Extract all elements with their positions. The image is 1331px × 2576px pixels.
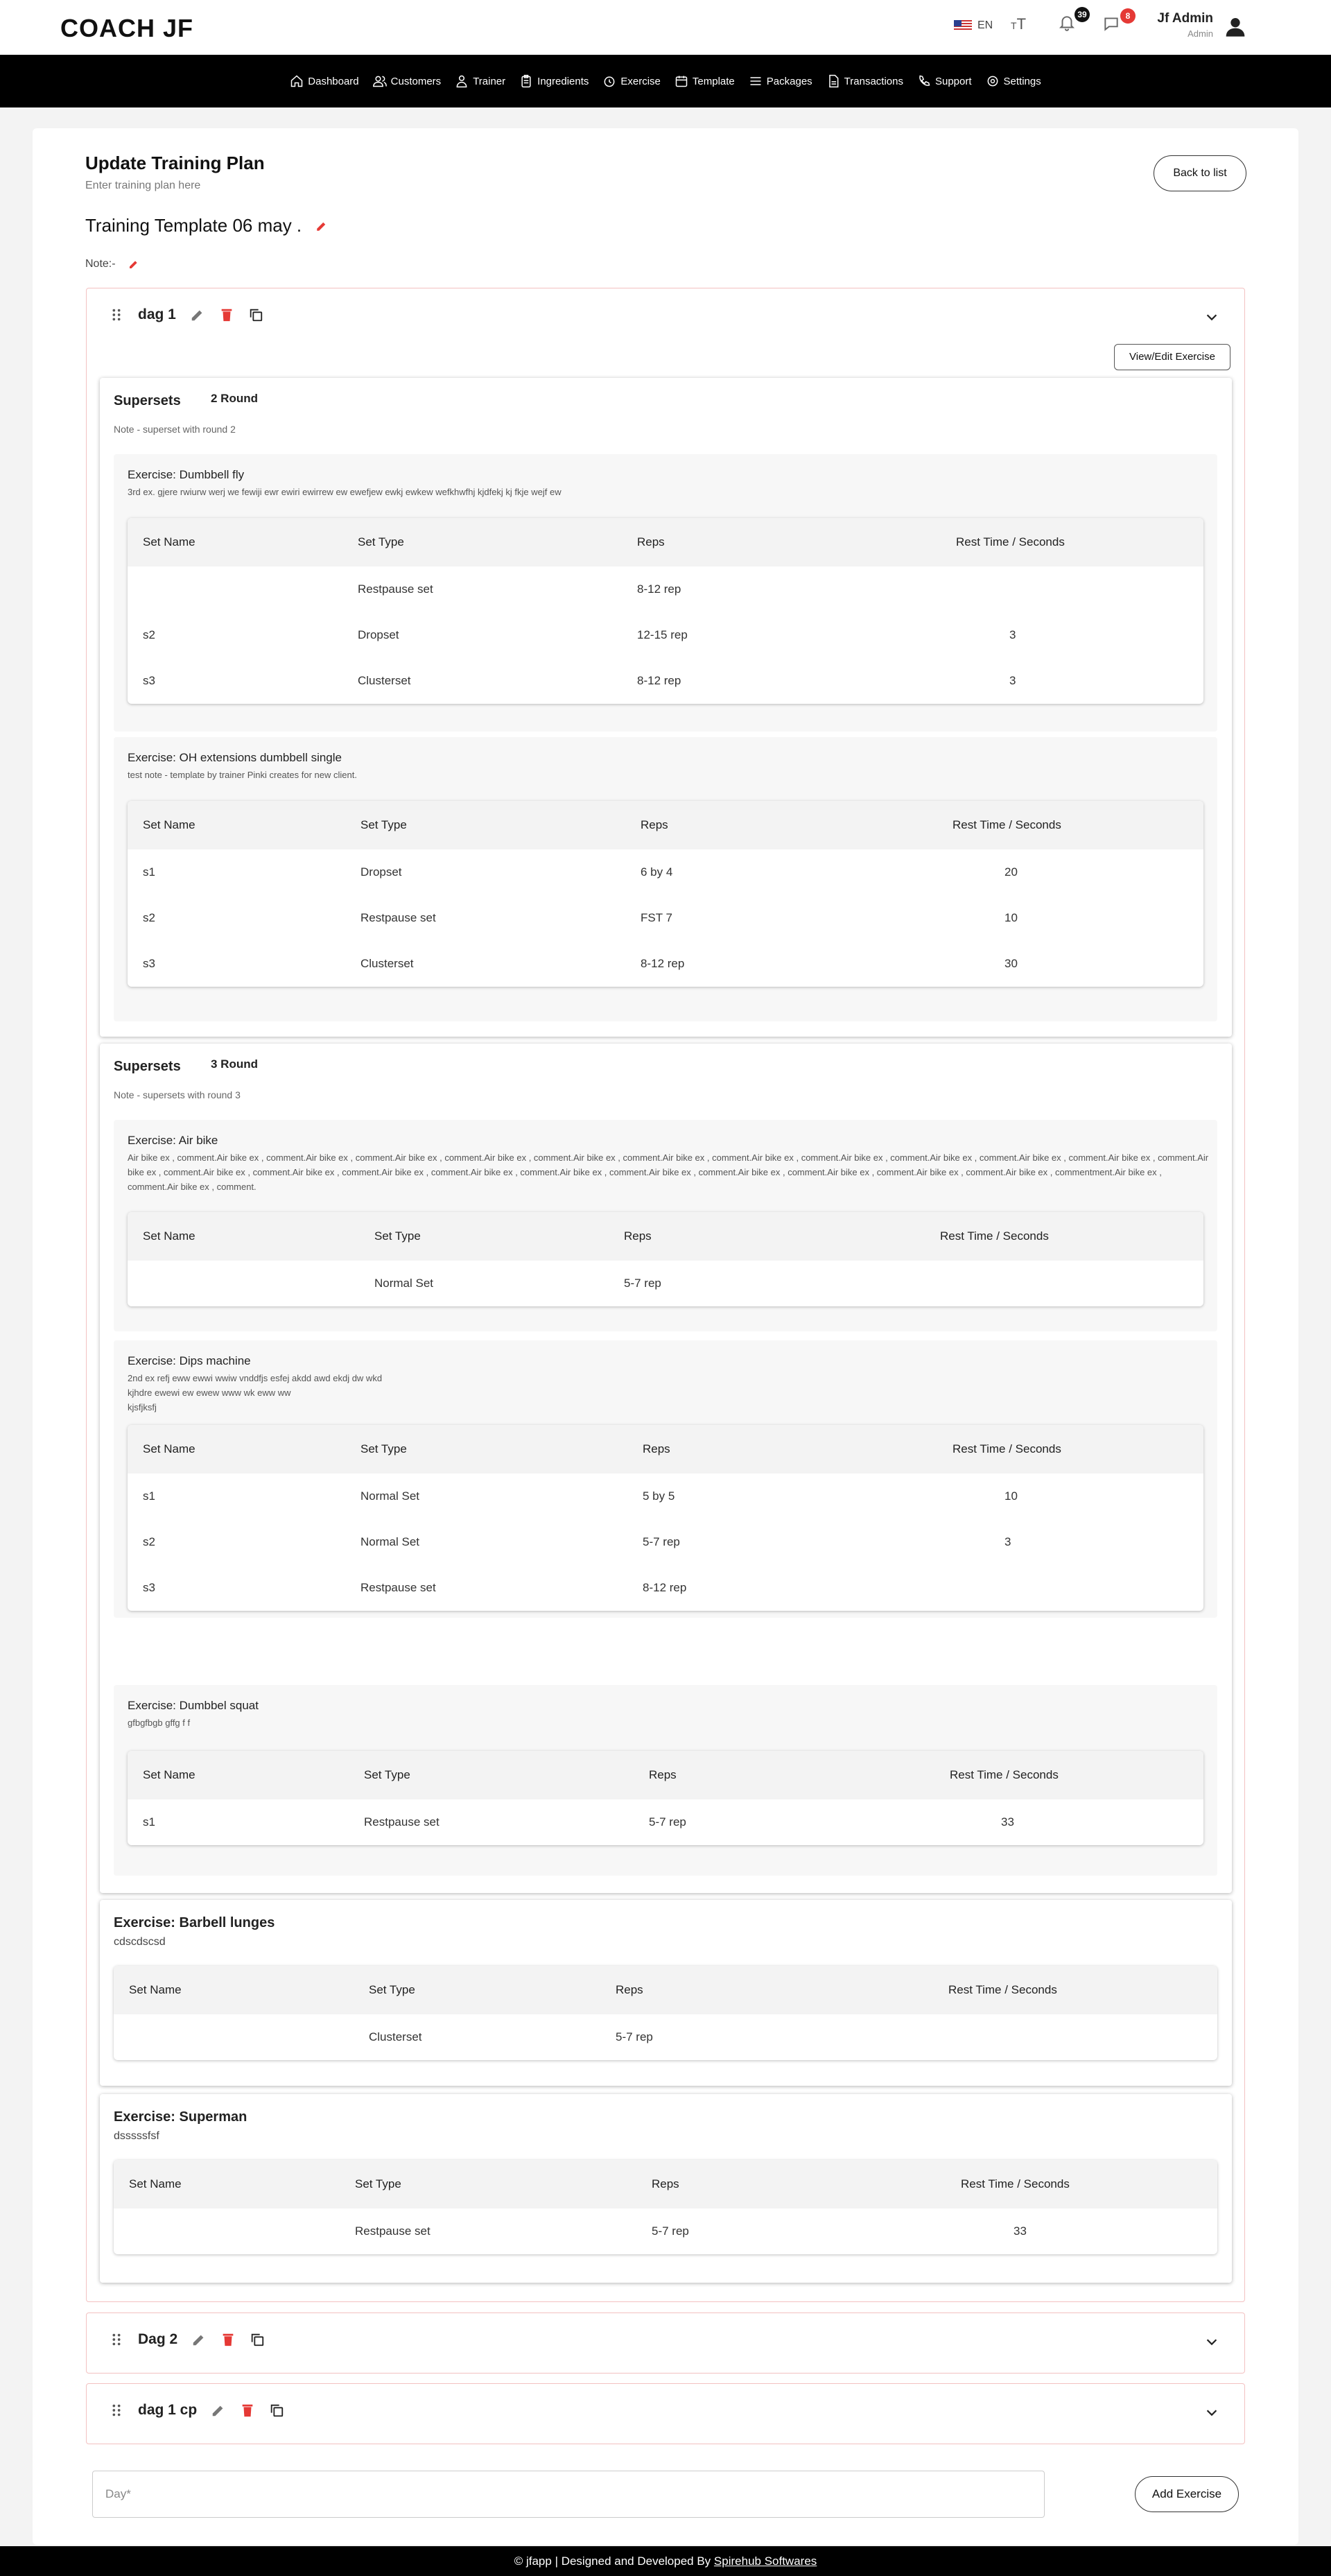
footer-copyright: © jfapp (514, 2555, 552, 2568)
footer-company-link[interactable]: Spirehub Softwares (713, 2555, 817, 2568)
text-size-icon[interactable]: TT (1011, 15, 1027, 33)
sets-table (114, 1966, 1217, 2060)
exercise-block (114, 1120, 1217, 1331)
bell-icon (1058, 12, 1076, 33)
edit-note-icon[interactable] (128, 259, 139, 270)
drag-handle-icon[interactable] (109, 2332, 124, 2347)
clipboard-icon (519, 74, 533, 88)
edit-template-name-icon[interactable] (315, 220, 328, 232)
sets-table (128, 1425, 1203, 1611)
messages-count: 8 (1120, 8, 1136, 24)
exercise-title: Exercise: Barbell lunges (114, 1915, 275, 1930)
nav-dashboard[interactable]: Dashboard (283, 74, 365, 88)
table-row: Clusterset 5-7 rep (369, 2030, 653, 2043)
exercise-title: Exercise: Superman (114, 2109, 247, 2125)
exercise-block (114, 1685, 1217, 1876)
exercise-title: Exercise: Air bike (128, 1134, 218, 1147)
table-header: Set Name Set Type Reps Rest Time / Seconds (128, 518, 1203, 567)
home-icon (290, 74, 304, 88)
top-header (0, 0, 1331, 55)
note-label: Note:- (85, 258, 116, 270)
exercise-block (114, 737, 1217, 1021)
superset-card (100, 1044, 1232, 1893)
nav-packages[interactable]: Packages (742, 74, 819, 88)
exercise-title: Exercise: Dips machine (128, 1354, 251, 1367)
main-nav (0, 55, 1331, 107)
nav-transactions[interactable]: Transactions (819, 74, 910, 88)
chevron-down-icon[interactable] (1204, 2334, 1219, 2349)
table-row: s2 Restpause set FST 7 10 (143, 911, 1018, 924)
exercise-block (114, 1340, 1217, 1618)
exercise-description: Air bike ex , comment.Air bike ex , comment.Air bike ex , comment.Air bike ex , comment.Air bike ex , comment.Air bike ex , comment.Air bike ex , comment.Air bike ex , comment.Air bike ex , comment.Air bike ex , comment.Air bike ex , comment.Air bike ex , comment.Air bike ex , comment.Air bike ex , comment.Air bike ex , comment.Air bike ex , comment.Air bike ex , comment.Air bike ex , comment.Air bike ex , comment.Air bike ex , comment.Air bike ex , comment.Air bike ex , comment.Air bike ex , commentment.Air bike ex , comment.Air bike ex , comment. (128, 1152, 1209, 1192)
table-row: s2 Normal Set 5-7 rep 3 (143, 1535, 1011, 1548)
exercise-card (100, 2094, 1232, 2283)
superset-note: Note - supersets with round 3 (114, 1089, 241, 1100)
table-header: Set Name Set Type Reps Rest Time / Seconds (128, 1751, 1203, 1799)
table-row: s3 Restpause set 8-12 rep (143, 1581, 687, 1594)
add-exercise-button[interactable]: Add Exercise (1135, 2476, 1239, 2512)
language-label: EN (977, 19, 993, 31)
sets-table (128, 1751, 1203, 1845)
dumbbell-icon (602, 74, 616, 88)
day-input[interactable]: Day* (92, 2471, 1045, 2518)
table-header: Set Name Set Type Reps Rest Time / Seconds (114, 1966, 1217, 2014)
template-name (85, 215, 328, 236)
copy-day-icon[interactable] (250, 2332, 265, 2347)
notifications-button[interactable] (1058, 10, 1087, 36)
phone-icon (917, 74, 931, 88)
day-name: Dag 2 (138, 2331, 178, 2347)
table-row: s2 Dropset 12-15 rep 3 (143, 628, 1016, 641)
edit-day-icon[interactable] (211, 2403, 226, 2418)
exercise-description: cdscdscsd (114, 1936, 166, 1948)
day-name: dag 1 (138, 306, 176, 322)
table-row: s1 Normal Set 5 by 5 10 (143, 1489, 1018, 1503)
superset-round: 3 Round (211, 1057, 258, 1071)
table-row: Normal Set 5-7 rep (374, 1277, 661, 1290)
chevron-down-icon[interactable] (1204, 309, 1219, 325)
language-selector[interactable] (954, 19, 993, 32)
table-header: Set Name Set Type Reps Rest Time / Seconds (128, 1212, 1203, 1261)
user-info[interactable] (1144, 11, 1213, 39)
us-flag-icon (954, 20, 972, 31)
edit-day-icon[interactable] (190, 307, 205, 322)
footer: © jfapp | Designed and Developed By Spirehub Softwares (0, 2546, 1331, 2576)
day-name: dag 1 cp (138, 2402, 198, 2418)
table-row: Restpause set 5-7 rep 33 (355, 2224, 1027, 2238)
exercise-card (100, 1900, 1232, 2086)
superset-note: Note - superset with round 2 (114, 424, 236, 435)
table-header: Set Name Set Type Reps Rest Time / Seconds (128, 801, 1203, 849)
exercise-title: Exercise: OH extensions dumbbell single (128, 751, 342, 764)
avatar-icon[interactable] (1224, 15, 1246, 37)
delete-day-icon[interactable] (240, 2403, 255, 2418)
user-name: Jf Admin (1157, 11, 1213, 26)
edit-day-icon[interactable] (191, 2332, 207, 2347)
sets-table (128, 801, 1203, 987)
user-icon (455, 74, 469, 88)
delete-day-icon[interactable] (220, 2332, 236, 2347)
table-row: s3 Clusterset 8-12 rep 3 (143, 674, 1016, 687)
table-row: s1 Dropset 6 by 4 20 (143, 865, 1018, 879)
footer-designed: Designed and Developed By (561, 2555, 711, 2568)
page-subtitle: Enter training plan here (85, 180, 201, 191)
exercise-description: dsssssfsf (114, 2130, 159, 2142)
day-panel (86, 2383, 1245, 2444)
exercise-description: 3rd ex. gjere rwiurw werj we fewiji ewr ewiri ewirrew ew ewefjew ewkj ewkew wefkhwfhj kjdfekj kj fkje wejf ew (128, 487, 562, 497)
nav-ingredients[interactable]: Ingredients (512, 74, 595, 88)
table-row: Restpause set 8-12 rep (358, 582, 681, 596)
exercise-description: test note - template by trainer Pinki creates for new client. (128, 770, 357, 780)
user-role: Admin (1188, 28, 1213, 39)
nav-support[interactable]: Support (910, 74, 979, 88)
exercise-title: Exercise: Dumbbel squat (128, 1699, 259, 1712)
delete-day-icon[interactable] (219, 307, 234, 322)
copy-day-icon[interactable] (269, 2403, 284, 2418)
table-header: Set Name Set Type Reps Rest Time / Seconds (114, 2160, 1217, 2208)
superset-round: 2 Round (211, 392, 258, 405)
sets-table (114, 2160, 1217, 2254)
nav-trainer[interactable]: Trainer (448, 74, 512, 88)
messages-button[interactable] (1102, 11, 1131, 37)
table-header: Set Name Set Type Reps Rest Time / Seconds (128, 1425, 1203, 1473)
drag-handle-icon[interactable] (109, 307, 124, 322)
users-icon (373, 74, 387, 88)
nav-settings[interactable]: Settings (979, 74, 1048, 88)
superset-title: Supersets (114, 1059, 181, 1074)
copy-day-icon[interactable] (248, 307, 263, 322)
chat-icon (1102, 14, 1120, 33)
calendar-icon (675, 74, 688, 88)
exercise-description: 2nd ex refj eww ewwi wwiw vnddfjs esfej akdd awd ekdj dw wkd kjhdre ewewi ew ewew www wk eww ww kjsfjksfj (128, 1373, 383, 1412)
exercise-block (114, 454, 1217, 732)
sets-table (128, 1212, 1203, 1306)
document-icon (826, 74, 840, 88)
back-to-list-button[interactable]: Back to list (1154, 155, 1246, 191)
gear-icon (986, 74, 1000, 88)
table-row: s3 Clusterset 8-12 rep 30 (143, 957, 1018, 970)
view-edit-exercise-button[interactable]: View/Edit Exercise (1114, 344, 1230, 370)
sets-table (128, 518, 1203, 704)
table-row: s1 Restpause set 5-7 rep 33 (143, 1815, 1014, 1829)
chevron-down-icon[interactable] (1204, 2405, 1219, 2420)
exercise-title: Exercise: Dumbbell fly (128, 468, 245, 481)
superset-card (100, 378, 1232, 1037)
template-note (85, 258, 139, 270)
drag-handle-icon[interactable] (109, 2403, 124, 2418)
nav-exercise[interactable]: Exercise (595, 74, 668, 88)
template-name-label: Training Template 06 may . (85, 215, 302, 236)
logo[interactable]: COACH JF (60, 14, 194, 42)
page-title: Update Training Plan (85, 153, 265, 173)
list-icon (749, 74, 763, 88)
notifications-count: 39 (1075, 7, 1090, 22)
superset-title: Supersets (114, 393, 181, 408)
nav-customers[interactable]: Customers (366, 74, 449, 88)
day-panel (86, 2313, 1245, 2374)
nav-template[interactable]: Template (668, 74, 742, 88)
exercise-description: gfbgfbgb gffg f f (128, 1718, 191, 1728)
